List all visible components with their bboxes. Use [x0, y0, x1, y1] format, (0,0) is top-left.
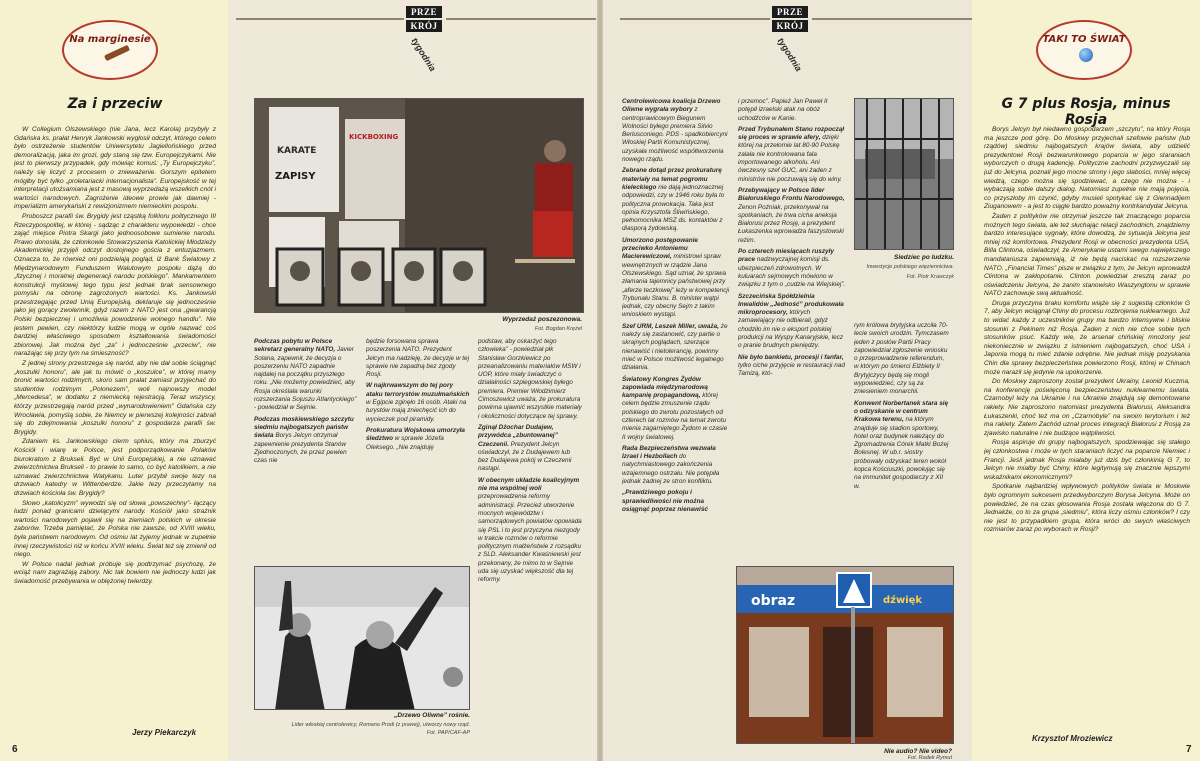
news-item: Szczecińska Spółdzielnia Inwalidów „Jedność” produkowała mikroprocesory, których zamawiający nie odbierali, gdyż chodziło im nie o eksport polskiej produkcji na Wyspy Kanaryjskie, lecz o pranie brudnych pieniędzy. [738, 292, 844, 350]
news-column-2 [366, 338, 470, 560]
pen-icon [104, 45, 130, 61]
photo-poster-sale [254, 98, 584, 313]
logo-bottom: KRÓJ [772, 20, 808, 32]
column-badge-label: TAKI TO ŚWIAT [1042, 34, 1126, 45]
news-item: Przed Trybunałem Stanu rozpoczął się proces w sprawie afery, dzięki której na przełomie lat 80-90 Polskę zalała nie kontrolowana fala importowanego alkoholu. Ani ówczesny szef GUC, ani żaden z ministrów nie poczuwają się do winy. [738, 125, 845, 183]
logo-top: PRZE [772, 6, 808, 18]
article-title: G 7 plus Rosja, minus Rosja [1001, 96, 1171, 128]
prodi-image [255, 567, 470, 710]
page-spine [597, 0, 603, 761]
logo-bottom: KRÓJ [406, 20, 442, 32]
article-title: Za i przeciw [67, 96, 163, 112]
page-number: 6 [12, 744, 18, 755]
news-item: „Prawdziwego pokoju i sprawiedliwości nie można osiągnąć poprzez nienawiść [622, 489, 708, 513]
photo-shop [736, 566, 954, 744]
article-paragraph: Proboszcz parafii św. Brygidy jest cząstką folkloru politycznego III Rzeczypospolitej, w której - sądząc z charakteru wypowiedzi - chce zająć miejsce Piotra Skargi jako jednoosobowe sumienie narodu. Prawo donosiła, że członkowie Stowarzyszenia Katolickiej Młodzieży Akademickiej przyjęli odczyt dostojnego gościa z entuzjazmem. Oznacza to, że również oni podzielają pogląd, iż Bank Światowy z Międzynarodowym Funduszem Walutowym pospołu dążą do „fizycznej i moralnej degeneracji narodu polskiego”. Mankamentem konstrukcji myślowej tego typu jest jednak brak sensownego pomysłu na obronę zagrożonych wartości. Ks. Jankowski przestrzegając przed Unią Europejską, deklaruje się jednocześnie jako jej gorący zwolennik, gdyż razem z NATO jest ona „gwarancją Polski bezpiecznej i umożliwia powodzenie wolnego handlu”. Nie jestem pewien, czy niektórzy ludzie mogą w ogóle nazwać coś bardziej właściwego sposobem kształtowania świadomości zbiorowej. Jak można być „za” i jednocześnie „przeciw”, nie narażając się przy tym na śmieszność? [14, 212, 216, 358]
logo-tag: tygodnia [775, 36, 804, 74]
shop-sign-left: obraz [751, 593, 796, 609]
news-item: Zebrane dotąd przez prokuraturę materiały na temat pogromu kieleckiego nie dają jednoznacznej odpowiedzi, czy w 1946 roku była to polityczna prowokacja. Taka jest opinia Krzysztofa Śliwińskiego, pełnomocnika MSZ ds. kontaktów z diasporą żydowską. [622, 167, 725, 233]
photo2-caption: Nie audio? Nie video? [884, 748, 952, 755]
news-column-1 [254, 338, 358, 560]
header-rule [812, 18, 972, 20]
article-paragraph: Spotkanie najbardziej wpływowych polityków świata w Moskwie było ogromnym sukcesem przedwyborczym Borysa Jelcyna. Może on powiedzieć, że na czas głosowania Rosja została włączona do G 7. Jednakże, co to za grupa „siedmiu”, która liczy ośmiu członków? I czy nie jest to przypadkiem grupa, która wróci do swych właściwych rozmiarów zaraz po wyborach w Rosji? [984, 483, 1190, 534]
article-paragraph: W Polsce nadal jednak próbuje się podtrzymać psychozę, że wciąż nam zagrażają zabory. Nic tak bowiem nie jednoczy ludzi jak świadomość przebywania w oblężonej twierdzy. [14, 560, 216, 585]
article-paragraph: W Collegium Olszewskiego (nie Jana, lecz Karola) przybyły z Gdańska ks. prałat Henryk Jankowski wygłosił odczyt, którego celem było ostrzeżenie studentów Uniwersytetu Jagiellońskiego przed demoralizacją, jaka im grozi, gdy staną się tzw. Europejczykami. Nie jest to pierwszy przypadek, gdy mówiąc komuś: „Ty Europejczyku”, należy się liczyć z procesem o znieważenie. Gorszym epitetem mógłby być tylko „proletariacki internacjonalista”. Europejskość w tej interpretacji utożsamiana jest z masową wyprzedażą wszelkich cnót i wartości narodowych. Zagrożenie ideowe prowie jak dawniej - imperializm amerykański z rewizjonizmem niemieckim pospołu. [14, 126, 216, 211]
news-item: W obecnym układzie koalicyjnym nie ma wspólnej woli przeprowadzenia reformy administracji. Przecież utworzenie mocnych województw i samorządowych powiatów opowiada się PSL i to jest przyczyna niezgody w trakcie rozmów o reformie politycznym małżeństwie z rozsądku z SLD. Aleksander Kwaśniewski jest przekonany, że mimo to w Sejmie uda się uzyskać większość dla tej reformy. [478, 476, 582, 584]
globe-icon [1079, 48, 1093, 62]
poster-label: KARATE [277, 146, 317, 156]
news-item: Światowy Kongres Żydów zapowiada międzynarodową kampanię propagandową, której celem będzie zmuszenie rządu polskiego do zwrotu pozostałych od czterech lat rozmów na temat zwrotu mienia zagarniętego Żydom w czasie II wojny światowej. [622, 375, 728, 441]
poster-sale-image [255, 99, 584, 313]
photo2-credit: Fot. PAP/CAF-AP [426, 730, 470, 736]
column-badge [62, 20, 158, 80]
news-item: Po czterech miesiącach ruszyły prace nadzwyczajnej komisji ds. ubezpieczeń zdrowotnych. W kuluarach sejmowych mówiono w związku z tym o „cudzie na Wiejskiej”. [738, 248, 846, 289]
article-author: Jerzy Piekarczyk [132, 728, 197, 737]
news-item: Konwent Norbertanek stara się o odzyskanie w centrum Krakowa terenu, na którym znajduje się stadion sportowy, hotel oraz budynek należący do Zgromadzenia Córek Matki Bożej Bolesnej. W ub.r. siostry próbowały odzyskać teren wokół kopca Kościuszki, powołując się na immunitet gospodarczy z XII w. [854, 399, 949, 490]
article-paragraph: Druga przyczyna braku komfortu wiąże się z sugestią członków G 7, aby Jelcyn wciągnął Chiny do procesu rozbrojenia nuklearnego. Już to widać każdy z uczestników grupy ma bardzo intensywne i bliskie stosunki z Pekinem niż Rosja. Żaden z nich nie chce sobie tych stosunków psuć. Każdy wie, że arsenał chińskiej mnożony jest niekoniecznie w związku z istnieniem najbogatszych, choć USA i Japonia mogą tu mieć zdanie odrębne. Nie jednak misję pozyskania Chin dla sprawy bezpieczeństwa powierzono Rosji, której w Chinach może naraził się jedynie na upokorzenie. [984, 299, 1190, 376]
logo-tag: tygodnia [409, 36, 438, 74]
photo-prodi [254, 566, 470, 710]
news-item: Przebywający w Polsce lider Białoruskiego Frontu Narodowego, Zenon Poźniak, przekonywał na spotkaniach, że trwa cicha aneksja Białorusi przez Rosję, a prezydent Łukaszenka wprowadza faszystowski reżim. [738, 186, 845, 244]
news-item: Podczas pobytu w Polsce sekretarz generalny NATO, Javier Solana, zapewnił, że decyzja o poszerzeniu NATO zapadnie najdalej na początku przyszłego roku. „Nie możemy powiedzieć, aby Rosja określała warunki rozszerzania Sojuszu Atlantyckiego” - powiedział w Sejmie. [254, 338, 357, 412]
article-paragraph: Z jednej strony przestrzega się naród, aby nie dał sobie ściągnąć „koszulki honoru”, ale jak tu mówić o „koszulce”, w której mamy bronić wartości rodzimych, skoro sam prałat zamiast przyjechać do studentów rodzimym „Polonezem”, woli najnowszy model „Mercedesa”, w dodatku z niemiecką rejestracją. Teraz wszyscy, którzy przestrzegają naród przed „wynarodowieniem” Gdańska czy Wrocławia, pomyślą sobie, że Niemcy w pierwszej kolejności zabrali się do zdejmowania „koszulki honoru” z gospodarza parafii św. Brygidy. [14, 360, 216, 436]
section-logo [772, 6, 808, 74]
news-item: Szef URM, Leszek Miller, uważa, że należy się zastanowić, czy partie o skrajnych poglądach, szerzące nienawiść i nietolerancję, powinny mieć w Polsce możliwość legalnego działania. [622, 322, 728, 372]
photo1-caption: Wyprzedaż poszezonowa. [502, 316, 582, 323]
poster-label: ZAPISY [275, 171, 316, 182]
right-page [600, 0, 1200, 761]
poster-label: KICKBOXING [349, 133, 399, 141]
photo1-caption: Siedziec po ludzku. [894, 254, 954, 261]
left-sidebar [0, 0, 228, 761]
news-item: Nie było bankietu, procesji i fanfar, tylko ciche przyjęcie w restauracji nad Tamizą, któ- [738, 353, 845, 378]
article-body [984, 126, 1190, 726]
article-paragraph: Żaden z polityków nie otrzymał jeszcze tak znaczącego poparcia możnych tego świata, ale też słuchając relacji zachodnich, znajdziemy bardzo interesujące sygnały, które dowodzą, że sytuacja Jelcyna jest mniej niż komfortowa. Prezydent Rosji w obecności prezydenta USA, Billa Clintona, oświadczył, że Amerykanie ustami swego największego mandatariusza zapewniają, iż nie będą naciskać na rozszerzenie NATO. „Financial Times” pisze w związku z tym, że Jelcyn wprowadził Clintona w zakłopotanie. Clinton powiedział zresztą zaraz po oświadczeniu Jelcyna, że zanim stanowisko Waszyngtonu w sprawie NATO zachowuje swą aktualność. [984, 212, 1190, 298]
news-column-2 [738, 98, 846, 558]
article-paragraph: Zdaniem ks. Jankowskiego clerm sphius, który ma zburzyć Kościół i wiarę w Polsce, jest podporządkowanie Polaków biurokratom z Brukseli. Być w Unii Europejskiej, a nie uznawać zwierzchnictwa Brukseli - to prawie to samo, co być katolikiem, a nie uznawać zwierzchnictwa Watykanu. Luter przybił swoje tezy na drzwiach katedry w Wittenberdze. Jakie tezy przeczytamy na drzwiach kościoła św. Brygidy? [14, 438, 216, 497]
right-sidebar [972, 0, 1200, 761]
header-rule [236, 18, 404, 20]
column-badge-label: Na marginesie [69, 34, 151, 45]
news-item: Prokuratura Wojskowa umorzyła śledztwo w sprawie Józefa Oleksego. „Nie znajduję [366, 426, 465, 451]
shop-image [737, 567, 954, 744]
photo1-credit: Fot. Piotr Krawczyk [906, 274, 954, 280]
news-column-3 [478, 338, 582, 750]
column-badge [1036, 20, 1132, 80]
news-item: W najkrwawszym do tej pory ataku terrorystów muzułmańskich w Egipcie zginęło 16 osób. Ataki na turystów mają zniechęcić ich do wycieczek pod piramidy. [366, 382, 470, 423]
news-item: Zginął Dżochar Dudajew, przywódca „zbuntowanej” Czeczenii. Prezydent Jelcyn oświadczył, że z Dudajewem lub bez Dudajewa pokój w Czeczenii nastąpi. [478, 423, 572, 473]
logo-top: PRZE [406, 6, 442, 18]
section-logo [406, 6, 442, 74]
article-paragraph: Borys Jelcyn był niedawno gospodarzem „szczytu”, na który Rosja ma jeszcze pod górę. Do Moskwy przyjechali szefowie państw (lub rządów) siedmiu najbogatszych krajów świata, aby udzielić prezydentowi Rosji bezwarunkowego poparcia w jego staraniach wyborczych o drugą kadencję. Polityczne zachodni przyzwyczaili się już do Jelcyna, poznali jego mocne strony i jego słabości, mniej więcej wiedzą, czego można się spodziewać, a czego nie można - i wybaczają sobie dalszy dialog. Natomiast zupełnie nie mają pojęcia, co przyszłoby im czynić, gdyby musieli spotykać się z Giennadijem Ziuganowem - a jest to ciągle bardzo poważny kontrkandydat Jelcyna. [984, 126, 1190, 211]
news-item: rym królowa brytyjska uczciła 70-lecie swoich urodzin. Tymczasem jeden z posłów Partii Pracy zapowiedział zgłoszenie wniosku o przeprowadzenie referendum, w którym po śmierci Elżbiety II Brytyjczycy będą się mogli wypowiedzieć, czy są za zniesieniem monarchii. [854, 322, 949, 396]
article-author: Krzysztof Mroziewicz [1032, 734, 1113, 743]
news-item: będzie forsowana sprawa poszerzenia NATO. Prezydent Jelcyn ma nadzieję, że decyzje w tej sprawie nie zapadną bez zgody Rosji. [366, 338, 470, 379]
photo2-caption: „Drzewo Oliwne” rośnie. [394, 712, 470, 719]
photo1-credit: Fot. Bogdan Krężel [534, 326, 582, 332]
news-item: Centrolewicowa koalicja Drzewo Oliwne wygrała wybory z centroprawicowym Biegunem Wolności byłego premiera Silvio Berlusconiego. PDS - spadkobiercyni Włoskiej Partii Komunistycznej, uzyskała możliwość współtworzenia nowego rządu. [622, 98, 728, 164]
article-body [14, 126, 216, 716]
article-paragraph: Do Moskwy zaproszony został prezydent Ukrainy, Leonid Kuczma, na konferencję poświęconą bezpieczeństwu nuklearnemu świata. Czarnobyl leży na Ukrainie i na Ukrainie znajdują się demontowane rakiety. Nie zaproszono natomiast prezydenta Białorusi, Aleksandra Łukaszenki, choć też ma on „Czarnobyle” na swoim terytorium i też ma rakiety. Zatem Zachód uznał proces integracji Białorusi z Rosją za zjawisko naturalne i nie budzące wątpliwości. [984, 378, 1190, 437]
photo-prison [854, 98, 954, 250]
news-item: podstaw, aby oskarżyć tego człowieka” - powiedział płk Stanisław Gorzkiewicz po przeanalizowaniu materiałów MSW i UOP, które miały świadczyć o działalności szpiegowskiej byłego premiera. Premier Włodzimierz Cimoszewicz uważa, że prokuratura powinna ujawnić wszystkie materiały i okoliczności dotyczące tej sprawy. [478, 338, 582, 420]
news-item: Umorzono postępowanie przeciwko Antoniemu Macierewiczowi, ministrowi spraw wewnętrznych w rządzie Jana Olszewskiego. Sąd uznał, że sprawa złamania tajemnicy państwowej przy „aferze teczkowej” leży w kompetencji Trybunału Stanu. B. minister wątpi jednak, czy obecny Sejm z takim wnioskiem wystąpi. [622, 236, 730, 319]
page-number: 7 [1186, 744, 1192, 755]
photo1-subcaption: Inwestycje polskiego więziennictwa. [866, 264, 954, 270]
photo2-credit: Fot. Radek Rymut [907, 755, 952, 761]
article-paragraph: Rosja aspiruje do grupy najbogatszych, spodziewając się stałego jej członkostwa i może w tych staraniach liczyć na poparcie Niemiec i Francji. Jeśli jednak Rosja miałaby już dziś być członkinią G 7, to Jelcyn nie miałby być Chiny, które legitymują się znacznie lepszymi wskaźnikami ekonomicznymi? [984, 439, 1190, 481]
news-item: Rada Bezpieczeństwa wezwała Izrael i Hezbollach do natychmiastowego zakończenia wzajemnego ostrzału. Nie potępiła jednak żadnej ze stron konfliktu. [622, 444, 720, 486]
news-column-3 [854, 322, 950, 558]
shop-sign-right: dźwięk [883, 595, 923, 606]
prison-image [855, 99, 954, 250]
header-rule [620, 18, 770, 20]
news-item: Podczas moskiewskiego szczytu siedmiu najbogatszych państw świata Borys Jelcyn otrzymał zapewnienie prezydenta Stanów Zjednoczonych, że przez pewien czas nie [254, 415, 354, 465]
news-column-1 [622, 98, 730, 758]
header-rule [446, 18, 596, 20]
photo2-subcaption: Lider włoskiej centrolewicy, Romano Prodi (z prawej), utworzy nowy rząd. [291, 722, 470, 728]
news-item: i przemoc”. Papież Jan Paweł II potępił izraelski atak na obóz uchodźców w Kanie. [738, 98, 828, 122]
article-paragraph: Słowo „katolicyzm” wywodzi się od słowa „powszechny”- łączący ludzi ponad granicami dzielącymi narody. Kościół jako strażnik wartości narodowych pojawił się na ziemiach polskich w okresie zaborów. Trzeba pamiętać, że Polska nie zawsze, od XVIII wieku, była państwem narodowym. Od ośmiu lat żyjemy jednak w zupełnie innej rzeczywistości niż w końcu XVIII wieku. Świat też się zmienił od niego. [14, 499, 216, 559]
